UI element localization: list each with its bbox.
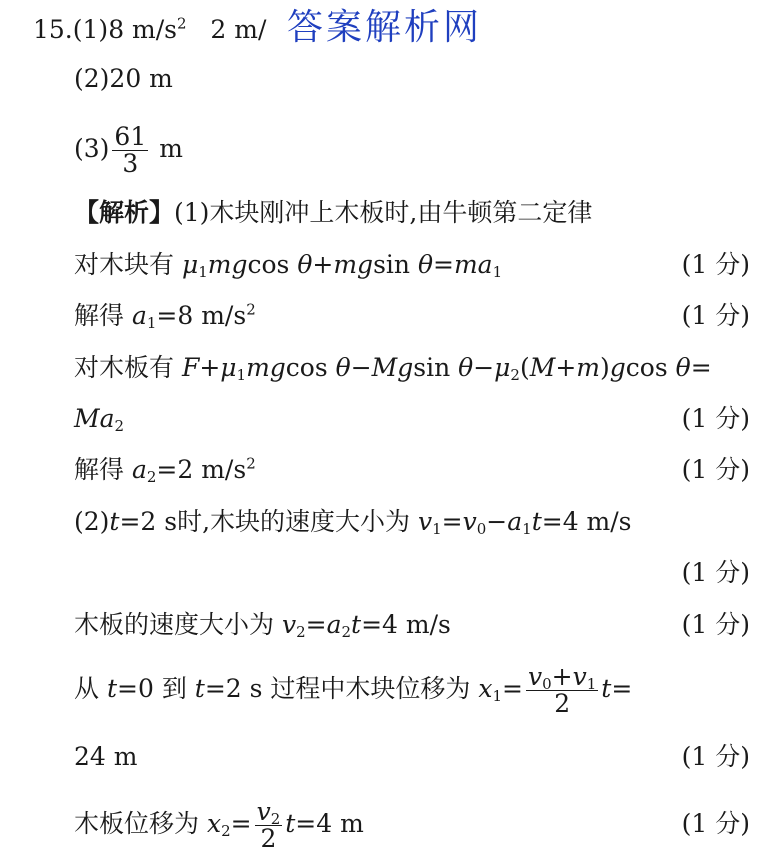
board-result: $a_2=2$ $m/s^2$ xyxy=(131,454,256,487)
answer-line-3 xyxy=(74,118,183,180)
board-displacement-prefix: 木板位移为 xyxy=(74,809,200,838)
board-result-line xyxy=(74,455,256,485)
answer-3-fraction xyxy=(112,121,148,178)
block-displacement-line: 从 t=0 到 t=2 s 过程中木块位移为 $x_1=$ $\frac{v_0+v_1}{2}$ t= xyxy=(74,661,633,718)
block-result: $a_1=8$ $m/s^2$ xyxy=(131,300,256,333)
analysis-heading: 【解析】 xyxy=(74,198,175,227)
points-label: (1 分) xyxy=(681,809,750,838)
board-speed-line xyxy=(74,610,451,640)
board-equation: $F+\mu_1mgcos$ θ−Mgsin $\theta-\mu_2(M+m)gcos$ θ= xyxy=(181,353,712,385)
block-displacement-result-line xyxy=(74,742,137,772)
points-label: (1 分) xyxy=(681,250,750,279)
block-result-line xyxy=(74,301,256,331)
answer-line-2 xyxy=(74,64,173,94)
answer-1-value: 8 m/s xyxy=(108,15,177,44)
answer-3-denominator: 3 xyxy=(122,149,139,178)
part2-prefix: (2) xyxy=(74,507,110,536)
block-equation-prefix: 对木块有 xyxy=(74,250,175,279)
board-speed-equation: $v_2=a_2t=4$ m/s xyxy=(281,610,451,642)
block-result-prefix: 解得 xyxy=(74,301,125,330)
points-label: (1 分) xyxy=(681,301,750,330)
answer-1-label: (1) xyxy=(72,15,109,44)
displacement-prefix-from: 从 xyxy=(74,674,100,703)
board-displacement-equation: $x_2=$ $\frac{v_2}{2}$ t=4 m xyxy=(206,796,364,853)
block-equation-line xyxy=(74,250,502,280)
points-label: (1 分) xyxy=(681,558,750,587)
problem-number: 15. xyxy=(33,15,73,44)
board-equation-continuation xyxy=(74,404,124,434)
answer-1-exponent: 2 xyxy=(177,14,187,33)
part2-block-speed-line: (2)t=2 s时,木块的速度大小为 $v_1=v_0-a_1t=4$ m/s xyxy=(74,507,632,539)
watermark-text: 答案解析网 xyxy=(287,7,483,48)
answer-line-1 xyxy=(33,15,266,45)
points-label: (1 分) xyxy=(681,455,750,484)
points-label: (1 分) xyxy=(681,404,750,433)
answer-3-unit: m xyxy=(159,134,183,163)
answer-1-value-2: 2 m/ xyxy=(210,15,267,44)
analysis-intro: (1)木块刚冲上木板时,由牛顿第二定律 xyxy=(174,198,593,227)
answer-3-label: (3) xyxy=(74,134,110,163)
board-displacement-line xyxy=(74,794,364,854)
block-equation: $\mu_1mgcos$ θ+mgsin $\theta=ma_1$ xyxy=(181,250,503,282)
block-displacement-equation: $x_1=$ $\frac{v_0+v_1}{2}$ t= xyxy=(478,661,633,718)
block-displacement-result: 24 m xyxy=(74,742,138,771)
answer-2: (2)20 m xyxy=(74,64,173,93)
board-displacement-result: =4 m xyxy=(295,809,364,838)
answer-3-numerator: 61 xyxy=(114,121,147,151)
board-result-prefix: 解得 xyxy=(74,455,125,484)
board-equation-line xyxy=(74,353,712,383)
displacement-fraction: $\frac{v_0+v_1}{2}$ xyxy=(528,661,597,718)
points-label: (1 分) xyxy=(681,610,750,639)
displacement-process: s 过程中木块位移为 xyxy=(249,674,471,703)
board-equation-end: $Ma_2$ xyxy=(74,404,125,436)
displacement-to: 到 xyxy=(161,674,187,703)
part2-time-text: =2 s时,木块的速度大小为 xyxy=(119,507,411,536)
board-displacement-fraction: $\frac{v_2}{2}$ xyxy=(256,796,281,853)
block-speed-equation: $v_1=v_0-a_1t=4$ m/s xyxy=(418,507,632,539)
points-label: (1 分) xyxy=(681,742,750,771)
analysis-heading-line xyxy=(74,198,592,228)
board-equation-prefix: 对木板有 xyxy=(74,353,175,382)
board-speed-prefix: 木板的速度大小为 xyxy=(74,610,275,639)
